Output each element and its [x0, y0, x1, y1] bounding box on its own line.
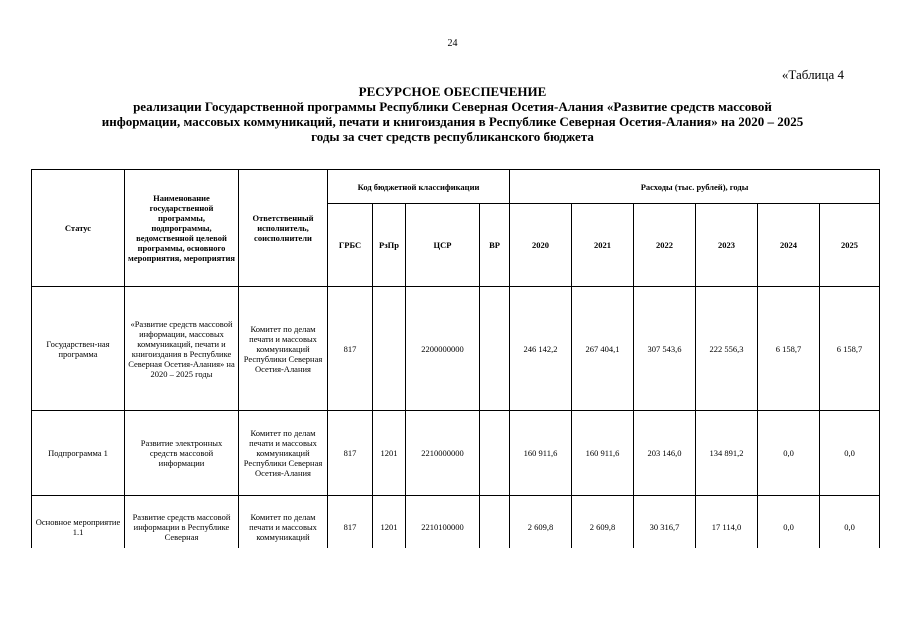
- cell-status: Основное мероприятие 1.1: [32, 496, 125, 558]
- title-line-1: РЕСУРСНОЕ ОБЕСПЕЧЕНИЕ: [358, 84, 547, 99]
- header-vr: ВР: [480, 204, 510, 287]
- header-status: Статус: [32, 170, 125, 287]
- header-csr: ЦСР: [406, 204, 480, 287]
- cell-executor: Комитет по делам печати и массовых коммуникаций Республики Северная Осетия-Алания: [239, 287, 328, 411]
- title-line-3: информации, массовых коммуникаций, печати и книгоиздания в Республике Северная Осетия-Алания» на 2020 – 2025: [101, 114, 804, 129]
- page-bottom-margin: [0, 548, 905, 640]
- header-year: 2023: [696, 204, 758, 287]
- cell-value: 0,0: [758, 496, 820, 558]
- cell-status: Государствен-ная программа: [32, 287, 125, 411]
- table-row: [32, 411, 880, 496]
- cell-value: 17 114,0: [696, 496, 758, 558]
- cell-executor: Комитет по делам печати и массовых коммуникаций: [239, 496, 328, 558]
- cell-rzpr: 1201: [373, 496, 406, 558]
- cell-value: 2 609,8: [510, 496, 572, 558]
- title-line-2: реализации Государственной программы Республики Северная Осетия-Алания «Развитие средств массовой: [133, 99, 772, 114]
- cell-rzpr: 1201: [373, 411, 406, 496]
- cell-value: 267 404,1: [572, 287, 634, 411]
- header-executor: Ответственный исполнитель, соисполнители: [239, 170, 328, 287]
- header-name: Наименование государственной программы, подпрограммы, ведомственной целевой программы, основного мероприятия, мероприятия: [125, 170, 239, 287]
- cell-value: 307 543,6: [634, 287, 696, 411]
- header-year: 2024: [758, 204, 820, 287]
- cell-csr: 2200000000: [406, 287, 480, 411]
- cell-value: 0,0: [820, 411, 880, 496]
- cell-grbs: 817: [328, 411, 373, 496]
- cell-csr: 2210100000: [406, 496, 480, 558]
- cell-grbs: 817: [328, 496, 373, 558]
- cell-grbs: 817: [328, 287, 373, 411]
- header-kbk: Код бюджетной классификации: [328, 170, 510, 204]
- cell-value: 2 609,8: [572, 496, 634, 558]
- cell-csr: 2210000000: [406, 411, 480, 496]
- resource-table: [31, 169, 880, 558]
- table-reference: «Таблица 4: [781, 67, 844, 82]
- header-year: 2020: [510, 204, 572, 287]
- header-row-1: [32, 170, 880, 204]
- cell-vr: [480, 411, 510, 496]
- page-number: 24: [447, 38, 458, 49]
- cell-value: 6 158,7: [758, 287, 820, 411]
- cell-name: «Развитие средств массовой информации, массовых коммуникаций, печати и книгоиздания в Республике Северная Осетия-Алания» на 2020 – 2025 годы: [125, 287, 239, 411]
- cell-rzpr: [373, 287, 406, 411]
- cell-value: 6 158,7: [820, 287, 880, 411]
- cell-name: Развитие средств массовой информации в Республике Северная: [125, 496, 239, 558]
- table-row: [32, 287, 880, 411]
- cell-executor: Комитет по делам печати и массовых коммуникаций Республики Северная Осетия-Алания: [239, 411, 328, 496]
- cell-value: 0,0: [820, 496, 880, 558]
- header-expenses: Расходы (тыс. рублей), годы: [510, 170, 880, 204]
- header-rzpr: РзПр: [373, 204, 406, 287]
- document-title: [0, 84, 905, 144]
- header-grbs: ГРБС: [328, 204, 373, 287]
- title-line-4: годы за счет средств республиканского бюджета: [311, 129, 594, 144]
- cell-status: Подпрограмма 1: [32, 411, 125, 496]
- cell-value: 0,0: [758, 411, 820, 496]
- cell-vr: [480, 287, 510, 411]
- cell-value: 222 556,3: [696, 287, 758, 411]
- cell-value: 246 142,2: [510, 287, 572, 411]
- header-year: 2022: [634, 204, 696, 287]
- header-year: 2021: [572, 204, 634, 287]
- cell-value: 160 911,6: [510, 411, 572, 496]
- cell-value: 203 146,0: [634, 411, 696, 496]
- cell-value: 160 911,6: [572, 411, 634, 496]
- cell-value: 30 316,7: [634, 496, 696, 558]
- header-year: 2025: [820, 204, 880, 287]
- cell-name: Развитие электронных средств массовой информации: [125, 411, 239, 496]
- cell-value: 134 891,2: [696, 411, 758, 496]
